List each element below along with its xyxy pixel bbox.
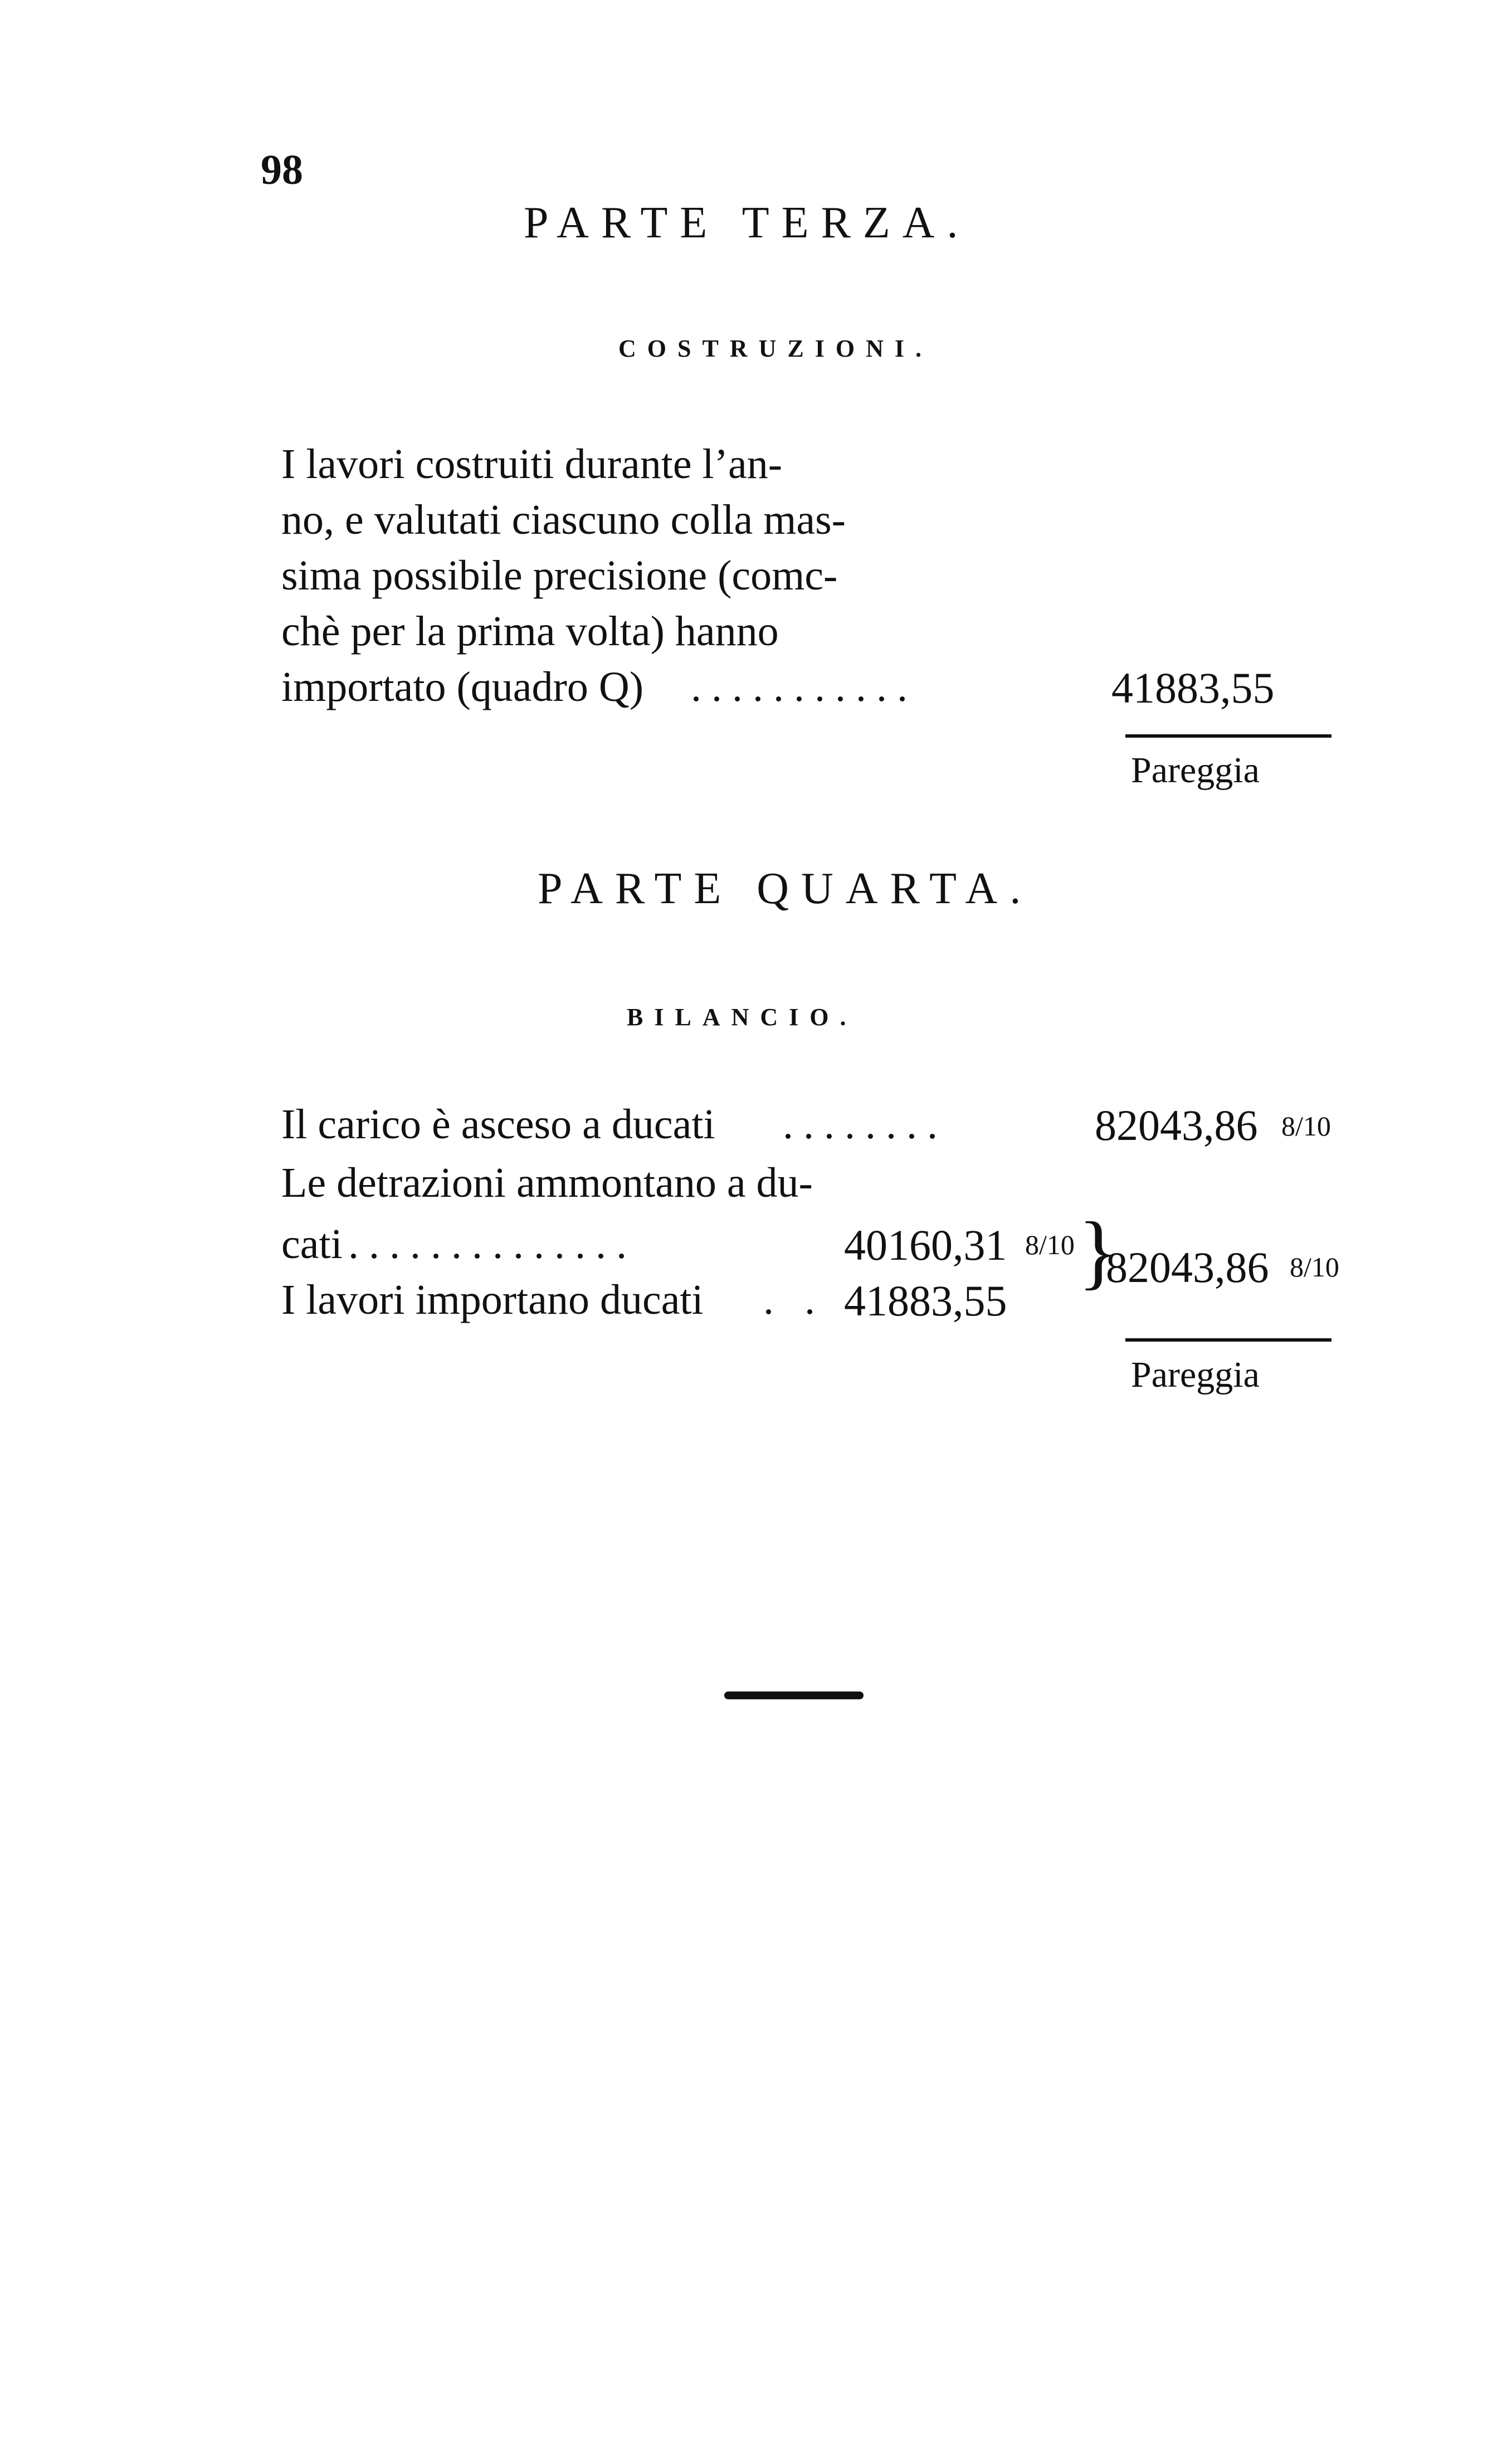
pareggia-label: Pareggia <box>1131 1354 1260 1395</box>
amount-total: 82043,86 <box>1106 1243 1269 1291</box>
amount-lavori: 41883,55 <box>844 1276 1007 1325</box>
dot-leaders: ........... <box>691 664 918 710</box>
brace-icon: } <box>1078 1205 1118 1298</box>
dot-leaders: ........ <box>783 1101 948 1148</box>
section-bilancio: BILANCIO. <box>627 1003 857 1031</box>
bilancio-row-carico: Il carico è asceso a ducati <box>281 1101 715 1148</box>
paragraph-line-5: importato (quadro Q) <box>281 664 644 710</box>
fraction: 8/10 <box>1281 1110 1331 1142</box>
paragraph-line-4: chè per la prima volta) hanno <box>281 608 779 655</box>
part-three-title: PARTE TERZA. <box>524 198 970 247</box>
paragraph-line-1: I lavori costruiti durante l’an- <box>281 441 783 488</box>
page-number: 98 <box>261 147 303 193</box>
amount-carico: 82043,86 <box>1095 1101 1258 1149</box>
amount-costruzioni: 41883,55 <box>1111 664 1275 712</box>
dot-leaders: .............. <box>348 1221 637 1268</box>
fraction: 8/10 <box>1025 1229 1075 1260</box>
fraction: 8/10 <box>1290 1251 1339 1283</box>
section-costruzioni: COSTRUZIONI. <box>618 335 933 362</box>
pareggia-label: Pareggia <box>1131 750 1260 791</box>
paragraph-line-2: no, e valutati ciascuno colla mas- <box>281 496 846 543</box>
sum-rule <box>1125 734 1331 738</box>
bilancio-row-lavori: I lavori importano ducati <box>281 1276 704 1323</box>
bilancio-row-detrazioni: Le detrazioni ammontano a du- <box>281 1159 813 1206</box>
ornament-rule <box>724 1692 864 1699</box>
dot-leaders: . . <box>763 1276 825 1323</box>
sum-rule <box>1125 1338 1331 1342</box>
bilancio-row-detrazioni-cont: cati <box>281 1221 343 1268</box>
part-four-title: PARTE QUARTA. <box>538 864 1033 913</box>
amount-detrazioni: 40160,31 <box>844 1221 1007 1269</box>
paragraph-line-3: sima possibile precisione (comc- <box>281 552 838 599</box>
